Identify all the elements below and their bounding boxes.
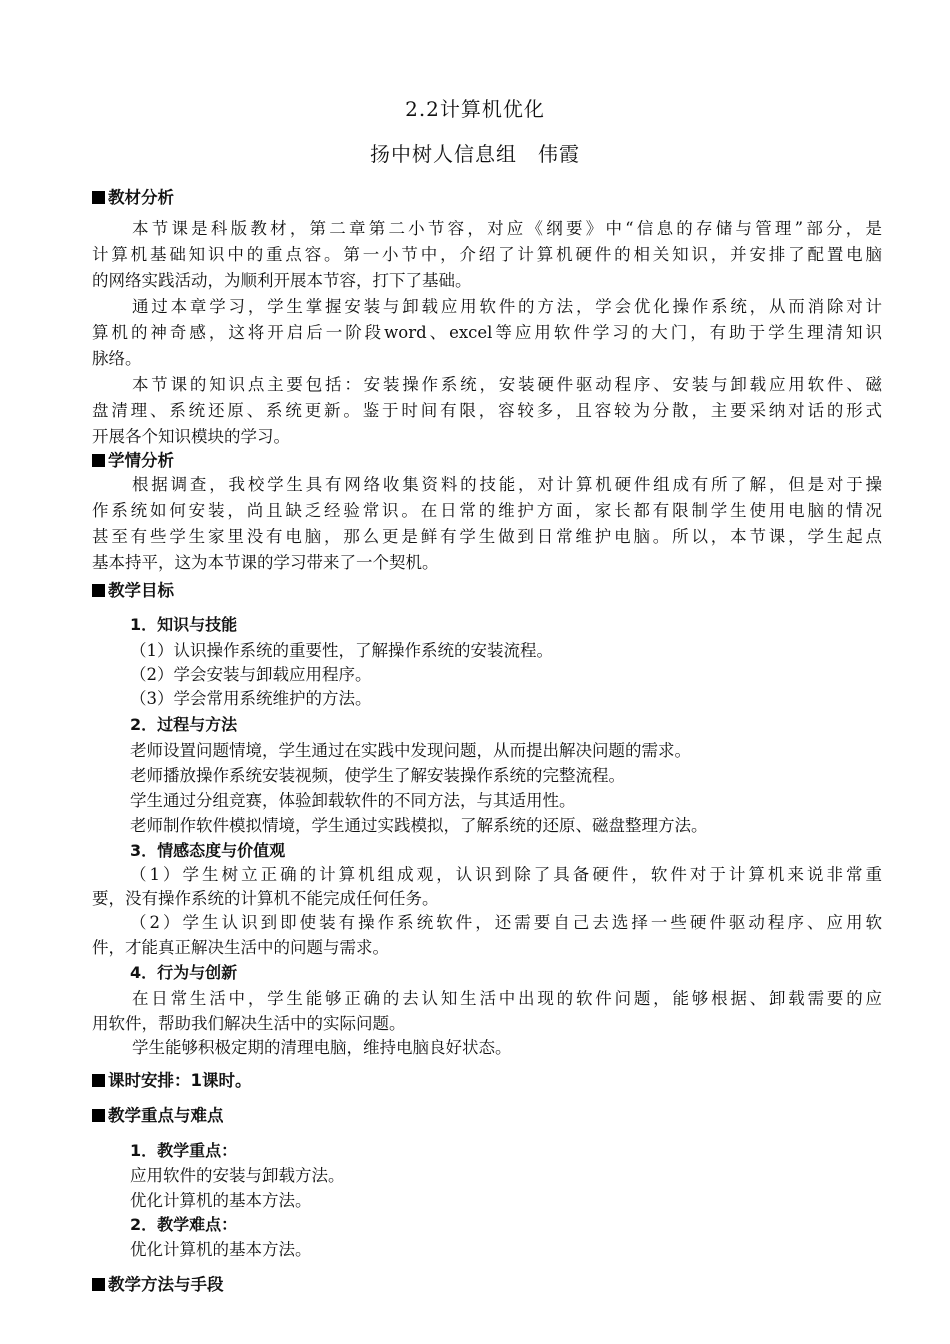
square-bullet-icon (92, 1109, 105, 1122)
list-item: 优化计算机的基本方法。 (130, 1191, 312, 1210)
section-heading-material: 教材分析 (92, 185, 882, 211)
square-bullet-icon (92, 454, 105, 467)
square-bullet-icon (92, 1278, 105, 1291)
doc-title: 2.2计算机优化 (405, 97, 545, 121)
list-item: 学生通过分组竞赛，体验卸载软件的不同方法，与其适用性。 (130, 791, 576, 810)
section-heading-goals: 教学目标 (92, 578, 882, 604)
list-item: 老师播放操作系统安装视频，使学生了解安装操作系统的完整流程。 (130, 766, 625, 785)
list-item: 优化计算机的基本方法。 (130, 1240, 312, 1259)
list-item: 老师制作软件模拟情境，学生通过实践模拟，了解系统的还原、磁盘整理方法。 (130, 816, 708, 835)
subheading-behavior-innovation: 4．行为与创新 (130, 963, 238, 982)
list-item: （1）认识操作系统的重要性，了解操作系统的安装流程。 (130, 641, 553, 660)
paragraph-line: 本节课是科版教材，第二章第二小节容，对应《纲要》中“信息的存储与管理”部分，是 (132, 219, 882, 238)
paragraph-line: 通过本章学习，学生掌握安装与卸载应用软件的方法，学会优化操作系统，从而消除对计 (132, 297, 882, 316)
section-heading-methods: 教学方法与手段 (92, 1272, 882, 1298)
paragraph-line: 作系统如何安装，尚且缺乏经验常识。在日常的维护方面，家长都有限制学生使用电脑的情况 (92, 501, 882, 520)
subheading-difficulties: 2．教学难点： (130, 1215, 238, 1234)
section-heading-hours: 课时安排：1课时。 (92, 1068, 882, 1094)
paragraph-line: 的网络实践活动，为顺利开展本节容，打下了基础。 (92, 271, 472, 290)
paragraph-line: 开展各个知识模块的学习。 (92, 427, 290, 446)
paragraph-line: 本节课的知识点主要包括：安装操作系统，安装硬件驱动程序、安装与卸载应用软件、磁 (132, 375, 882, 394)
paragraph-line: 根据调查，我校学生具有网络收集资料的技能，对计算机硬件组成有所了解，但是对于操 (132, 475, 882, 494)
paragraph-line: 盘清理、系统还原、系统更新。鉴于时间有限，容较多，且容较为分散，主要采纳对话的形式 (92, 401, 882, 420)
section-heading-students: 学情分析 (92, 448, 882, 474)
square-bullet-icon (92, 584, 105, 597)
subheading-attitude-values: 3．情感态度与价值观 (130, 841, 286, 860)
paragraph-line: 脉络。 (92, 349, 142, 368)
paragraph-line: 件，才能真正解决生活中的问题与需求。 (92, 938, 389, 957)
list-item: 应用软件的安装与卸载方法。 (130, 1166, 345, 1185)
paragraph-line: 要，没有操作系统的计算机不能完成任何任务。 (92, 889, 439, 908)
doc-author: 扬中树人信息组 伟霞 (370, 142, 580, 166)
paragraph-line: 算机的神奇感，这将开启后一阶段word、excel等应用软件学习的大门，有助于学生理清知识 (92, 323, 882, 342)
subheading-key-points: 1．教学重点： (130, 1141, 238, 1160)
square-bullet-icon (92, 191, 105, 204)
paragraph-line: 计算机基础知识中的重点容。第一小节中，介绍了计算机硬件的相关知识，并安排了配置电脑 (92, 245, 882, 264)
subheading-process-methods: 2．过程与方法 (130, 715, 238, 734)
paragraph-line: （2）学生认识到即使装有操作系统软件，还需要自己去选择一些硬件驱动程序、应用软 (130, 913, 882, 932)
paragraph-line: 基本持平，这为本节课的学习带来了一个契机。 (92, 553, 439, 572)
subheading-knowledge-skills: 1．知识与技能 (130, 615, 238, 634)
paragraph-line: 用软件，帮助我们解决生活中的实际问题。 (92, 1014, 406, 1033)
paragraph-line: 学生能够积极定期的清理电脑，维持电脑良好状态。 (132, 1038, 512, 1057)
list-item: 老师设置问题情境，学生通过在实践中发现问题，从而提出解决问题的需求。 (130, 741, 691, 760)
section-heading-keypoints: 教学重点与难点 (92, 1103, 882, 1129)
paragraph-line: 在日常生活中，学生能够正确的去认知生活中出现的软件问题，能够根据、卸载需要的应 (132, 989, 882, 1008)
paragraph-line: 甚至有些学生家里没有电脑，那么更是鲜有学生做到日常维护电脑。所以，本节课，学生起点 (92, 527, 882, 546)
paragraph-line: （1）学生树立正确的计算机组成观，认识到除了具备硬件，软件对于计算机来说非常重 (130, 865, 882, 884)
list-item: （2）学会安装与卸载应用程序。 (130, 665, 372, 684)
list-item: （3）学会常用系统维护的方法。 (130, 689, 372, 708)
square-bullet-icon (92, 1074, 105, 1087)
